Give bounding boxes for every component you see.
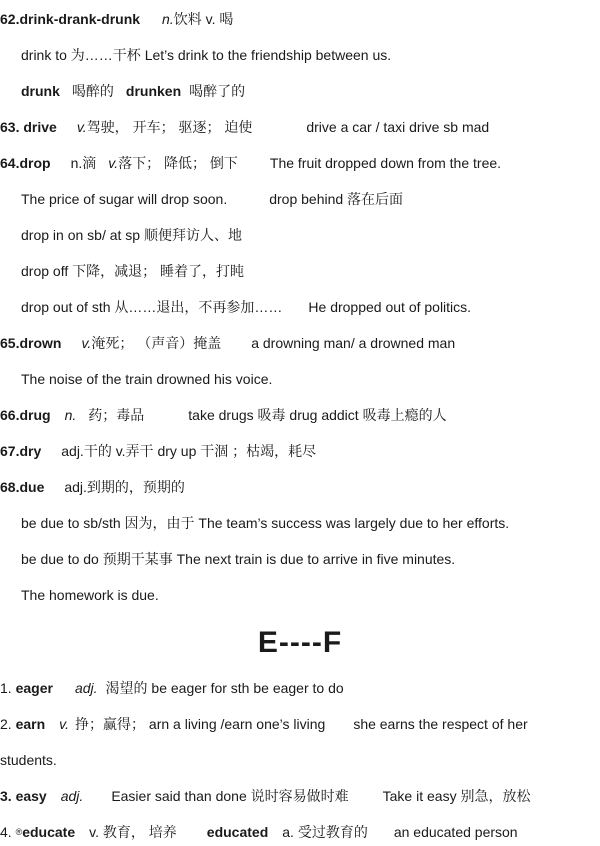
example: take drugs 吸毒 drug addict 吸毒上瘾的人 — [188, 407, 447, 423]
entry-number: 2. — [0, 716, 16, 732]
usage-line: The homework is due. — [21, 587, 159, 603]
definition: a. 受过教育的 — [282, 824, 368, 840]
phrase: drop behind 落在后面 — [269, 191, 404, 207]
usage-line: be due to do 预期干某事 The next train is due to arrive in five minutes. — [21, 551, 456, 567]
example: an educated person — [393, 824, 518, 840]
definition: 喝醉的 — [71, 83, 114, 99]
entry-headword: educate — [22, 824, 76, 840]
entry-headword: earn — [15, 716, 46, 732]
entry-headword: eager — [15, 680, 53, 696]
entry-65-line — [0, 334, 455, 352]
entry-63-line — [0, 118, 489, 136]
entry-headword: 66.drug — [0, 407, 51, 423]
derived-word: drunken — [125, 83, 182, 99]
entry-62-line — [0, 10, 233, 28]
definition: 药；毒品 — [88, 407, 145, 423]
usage-line: The noise of the train drowned his voice. — [21, 371, 273, 387]
derived-word: educated — [206, 824, 269, 840]
part-of-speech: v. — [59, 716, 70, 732]
entry-headword: 64.drop — [0, 155, 51, 171]
part-of-speech: adj. — [74, 680, 98, 696]
usage-line: students. — [0, 752, 57, 768]
definition: 落下； 降低； 倒下 — [118, 155, 238, 171]
example: a drowning man/ a drowned man — [251, 335, 456, 351]
definition: 挣；赢得； arn a living /earn one’s living — [75, 716, 326, 732]
usage-line — [21, 82, 245, 100]
entry-headword: 63. drive — [0, 119, 57, 135]
definition: 渴望的 be eager for sth be eager to do — [105, 680, 344, 696]
definition: 驾驶， 开车； 驱逐； 迫使 — [86, 119, 253, 135]
entry-ef-2-line — [0, 715, 528, 733]
definition: Easier said than done 说时容易做时难 — [111, 788, 349, 804]
definition: v. 教育， 培养 — [89, 824, 177, 840]
example: Take it easy 别急，放松 — [382, 788, 531, 804]
entry-headword: easy — [15, 788, 47, 804]
entry-number: 4. — [0, 824, 16, 840]
part-of-speech: v. — [108, 155, 119, 171]
entry-headword: 68.due — [0, 479, 45, 495]
entry-68-line — [0, 478, 185, 496]
entry-headword: 67.dry — [0, 443, 42, 459]
entry-number: 1. — [0, 680, 16, 696]
definition: 淹死； （声音）掩盖 — [91, 335, 222, 351]
part-of-speech: adj. — [60, 788, 84, 804]
entry-number: 3. — [0, 788, 16, 804]
entry-ef-4-line — [0, 823, 518, 841]
example: she earns the respect of her — [353, 716, 528, 732]
section-heading: E----F — [257, 626, 343, 659]
definition: 喝醉了的 — [189, 83, 246, 99]
usage-line — [21, 190, 403, 208]
part-of-speech: n. — [64, 407, 77, 423]
definition: n.滴 — [70, 155, 97, 171]
definition: adj.到期的，预期的 — [64, 479, 185, 495]
usage-line: drink to 为……干杯 Let’s drink to the friendship between us. — [21, 47, 392, 63]
entry-64-line — [0, 154, 501, 172]
entry-headword: 65.drown — [0, 335, 62, 351]
usage-line: be due to sb/sth 因为，由于 The team’s success was largely due to her efforts. — [21, 515, 510, 531]
registered-mark: ® — [15, 827, 23, 837]
part-of-speech: v. — [76, 119, 87, 135]
example: He dropped out of politics. — [308, 299, 472, 315]
derived-word: drunk — [21, 83, 60, 99]
definition: adj.干的 v.弄干 dry up 干涸 ；枯竭，耗尽 — [61, 443, 317, 459]
usage-line — [21, 298, 471, 316]
example: The fruit dropped down from the tree. — [269, 155, 502, 171]
example: drive a car / taxi drive sb mad — [306, 119, 490, 135]
part-of-speech: n. — [162, 11, 174, 27]
entry-headword: 62.drink-drank-drunk — [0, 11, 141, 27]
usage-line: drop in on sb/ at sp 顺便拜访人、地 — [21, 227, 242, 243]
example: The price of sugar will drop soon. — [21, 191, 228, 207]
phrase: drop out of sth 从……退出，不再参加…… — [21, 299, 283, 315]
usage-line: drop off 下降，减退； 睡着了，打盹 — [21, 263, 245, 279]
entry-66-line — [0, 406, 447, 424]
definition: 饮料 v. 喝 — [173, 11, 234, 27]
entry-67-line — [0, 442, 316, 460]
entry-ef-1-line — [0, 679, 344, 697]
part-of-speech: v. — [81, 335, 92, 351]
entry-ef-3-line — [0, 787, 530, 805]
